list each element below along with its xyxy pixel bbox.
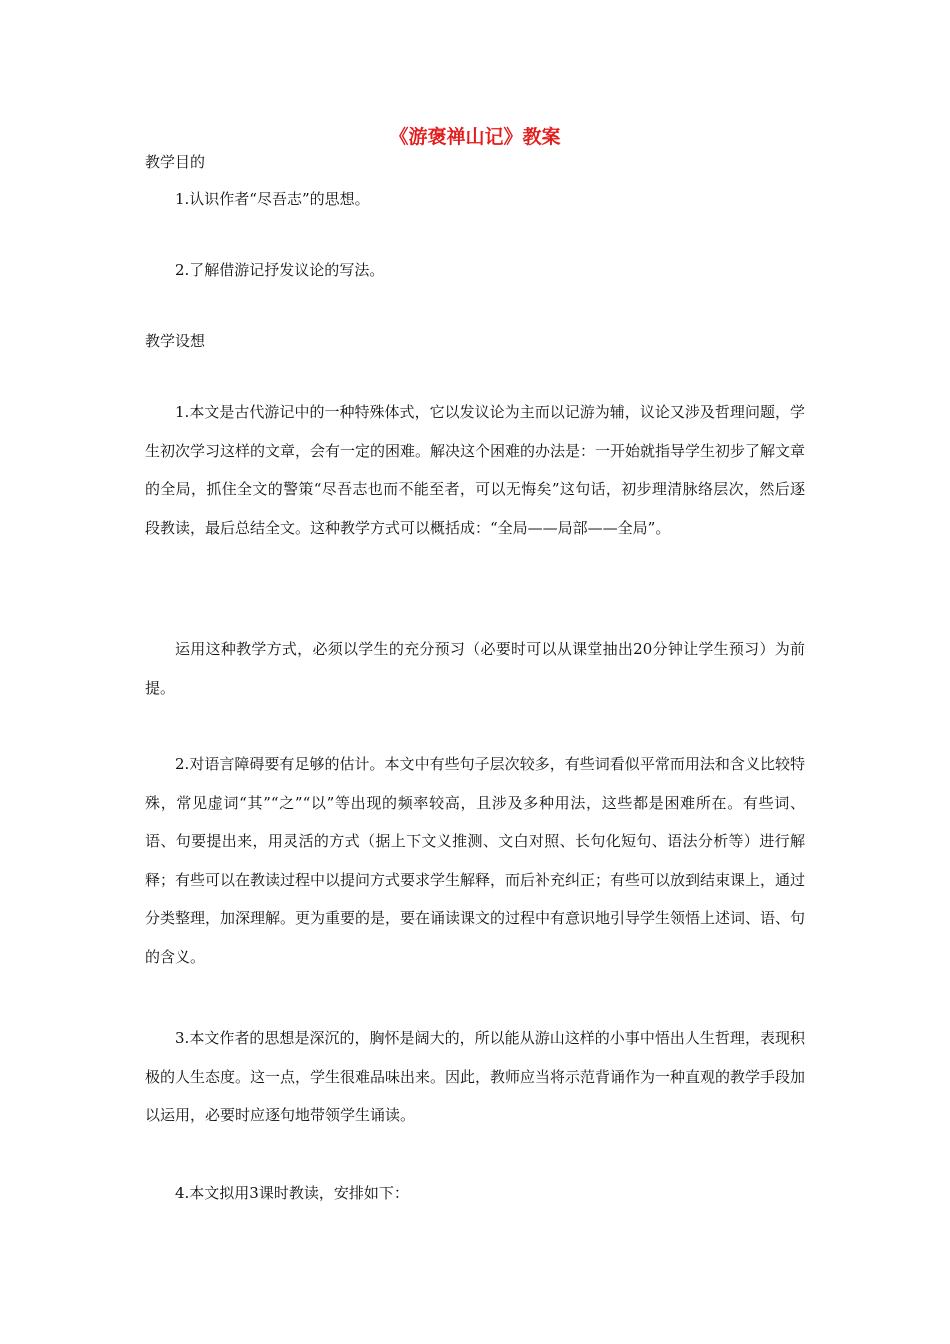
objective-item-2: 2.了解借游记抒发议论的写法。 <box>175 261 385 279</box>
objective-item-1: 1.认识作者“尽吾志”的思想。 <box>175 190 370 208</box>
design-paragraph-1b: 运用这种教学方式，必须以学生的充分预习（必要时可以从课堂抽出20分钟让学生预习）为前提。 <box>145 640 805 697</box>
document-title: 《游褒禅山记》教案 <box>389 126 561 148</box>
design-paragraph-3: 3.本文作者的思想是深沉的，胸怀是阔大的，所以能从游山这样的小事中悟出人生哲理，表现积极的人生态度。这一点，学生很难品味出来。因此，教师应当将示范背诵作为一种直观的教学手段加以运用，必要时应逐句地带领学生诵读。 <box>145 1029 806 1125</box>
design-paragraph-4: 4.本文拟用3课时教读，安排如下： <box>175 1184 409 1202</box>
section-heading-design: 教学设想 <box>145 332 206 350</box>
design-paragraph-1: 1.本文是古代游记中的一种特殊体式，它以发议论为主而以记游为辅，议论又涉及哲理问题，学生初次学习这样的文章，会有一定的困难。解决这个困难的办法是：一开始就指导学生初步了解文章的全局，抓住全文的警策“尽吾志也而不能至者，可以无悔矣”这句话，初步理清脉络层次，然后逐段教读，最后总结全文。这种教学方式可以概括成：“全局——局部——全局”。 <box>145 403 806 537</box>
section-heading-objectives: 教学目的 <box>145 153 206 171</box>
design-paragraph-2: 2.对语言障碍要有足够的估计。本文中有些句子层次较多，有些词看似平常而用法和含义比较特殊，常见虚词“其”“之”“以”等出现的频率较高，且涉及多种用法，这些都是困难所在。有些词、语、句要提出来，用灵活的方式（据上下文义推测、文白对照、长句化短句、语法分析等）进行解释；有些可以在教读过程中以提问方式要求学生解释，而后补充纠正；有些可以放到结束课上，通过分类整理，加深理解。更为重要的是，要在诵读课文的过程中有意识地引导学生领悟上述词、语、句的含义。 <box>145 755 806 966</box>
